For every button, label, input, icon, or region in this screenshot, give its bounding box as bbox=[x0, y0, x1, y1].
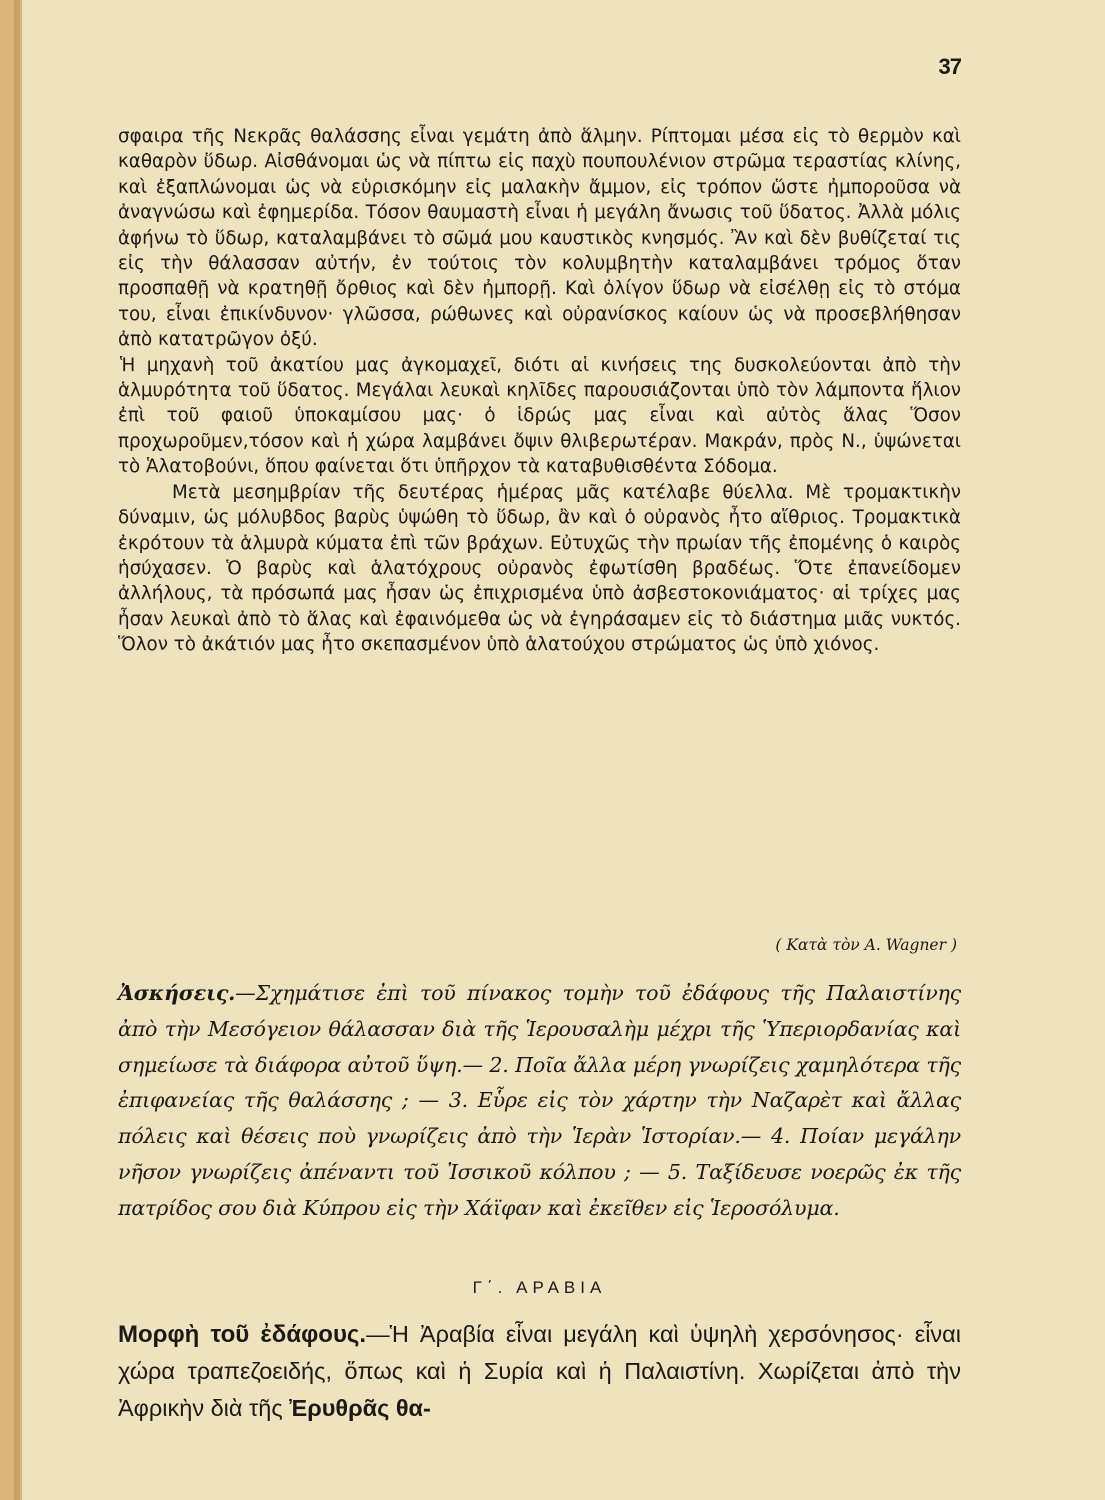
exercises-label: Ἀσκήσεις. bbox=[118, 981, 236, 1005]
paragraph: σφαιρα τῆς Νεκρᾶς θαλάσσης εἶναι γεμάτη ἀπὸ ἅλμην. Ρίπτομαι μέσα εἰς τὸ θερμὸν καὶ καθαρὸν ὕδωρ. Αἰσθάνομαι ὡς νὰ πίπτω εἰς παχὺ πουπουλένιον στρῶμα τεραστίας κλίνης, καὶ ἐξαπλώνομαι ὡς νὰ εὑρισκόμην εἰς μαλακὴν ἄμμον, εἰς τρόπον ὥστε ἠμποροῦσα νὰ ἀναγνώσω καὶ ἐφημερίδα. Τόσον θαυμαστὴ εἶναι ἡ μεγάλη ἄνωσις τοῦ ὕδατος. Ἀλλὰ μόλις ἀφήνω τὸ ὕδωρ, καταλαμβάνει τὸ σῶμά μου καυστικὸς κνησμός. Ἂν καὶ δὲν βυθίζεταί τις εἰς τὴν θάλασσαν αὐτήν, ἐν τούτοις τὸν κολυμβητὴν καταλαμβάνει τρόμος ὅταν προσπαθῇ νὰ κρατηθῇ ὄρθιος καὶ δὲν ἠμπορῇ. Καὶ ὀλίγον ὕδωρ νὰ εἰσέλθῃ εἰς τὸ στόμα του, εἶναι ἐπικίνδυνον· γλῶσσα, ρώθωνες καὶ οὐρανίσκος καίουν ὡς νὰ προσεβλήθησαν ἀπὸ κατατρῶγον ὀξύ. bbox=[118, 126, 961, 351]
section-bold-term: Ἐρυθρᾶς θα- bbox=[289, 1395, 431, 1421]
section-lead: Μορφὴ τοῦ ἐδάφους. bbox=[118, 1321, 367, 1348]
paragraph: Μετὰ μεσημβρίαν τῆς δευτέρας ἡμέρας μᾶς κατέλαβε θύελλα. Μὲ τρομακτικὴν δύναμιν, ὡς μόλυβδος βαρὺς ὑψώθη τὸ ὕδωρ, ἂν καὶ ὁ οὐρανὸς ἦτο αἴθριος. Τρομακτικὰ ἐκρότουν τὰ ἁλμυρὰ κύματα ἐπὶ τῶν βράχων. Εὐτυχῶς τὴν πρωίαν τῆς ἐπομένης ὁ καιρὸς ἡσύχασεν. Ὁ βαρὺς καὶ ἁλατόχρους οὐρανὸς ἐφωτίσθη βραδέως. Ὅτε ἐπανείδομεν ἀλλήλους, τὰ πρόσωπά μας ἦσαν ὡς ἐπιχρισμένα ὑπὸ ἀσβεστοκονιάματος· αἱ τρίχες μας ἦσαν λευκαὶ ἀπὸ τὸ ἅλας καὶ ἐφαινόμεθα ὡς νὰ ἐγηράσαμεν εἰς τὸ διάστημα μιᾶς νυκτός. Ὅλον τὸ ἀκάτιόν μας ἦτο σκεπασμένον ὑπὸ ἁλατούχου στρώματος ὡς ὑπὸ χιόνος. bbox=[118, 481, 961, 656]
section-text bbox=[118, 1316, 961, 1427]
section-body: —Ἡ Ἀραβία εἶναι μεγάλη καὶ ὑψηλὴ χερσόνησος· εἶναι χώρα τραπεζοειδής, ὅπως καὶ ἡ Συρία καὶ ἡ Παλαιστίνη. Χωρίζεται ἀπὸ τὴν Ἀφρικὴν διὰ τῆς bbox=[118, 1321, 961, 1421]
source-credit: ( Κατὰ τὸν Α. Wagner ) bbox=[775, 936, 957, 954]
body-text bbox=[118, 124, 961, 658]
page-number: 37 bbox=[938, 54, 961, 79]
section-heading: Γ΄. ΑΡΑΒΙΑ bbox=[472, 1278, 607, 1297]
exercises-text: —Σχημάτισε ἐπὶ τοῦ πίνακος τομὴν τοῦ ἐδάφους τῆς Παλαιστίνης ἀπὸ τὴν Μεσόγειον θάλασσαν διὰ τῆς Ἱερουσαλὴμ μέχρι τῆς Ὑπεριορδανίας καὶ σημείωσε τὰ διάφορα αὐτοῦ ὕψη.— 2. Ποῖα ἄλλα μέρη γνωρίζεις χαμηλότερα τῆς ἐπιφανείας τῆς θαλάσσης ; — 3. Εὗρε εἰς τὸν χάρτην τὴν Ναζαρὲτ καὶ ἄλλας πόλεις καὶ θέσεις ποὺ γνωρίζεις ἀπὸ τὴν Ἱερὰν Ἱστορίαν.— 4. Ποίαν μεγάλην νῆσον γνωρίζεις ἀπέναντι τοῦ Ἰσσικοῦ κόλπου ; — 5. Ταξίδευσε νοερῶς ἐκ τῆς πατρίδος σου διὰ Κύπρου εἰς τὴν Χάϊφαν καὶ ἐκεῖθεν εἰς Ἱεροσόλυμα. bbox=[118, 981, 961, 1220]
paragraph: Ἡ μηχανὴ τοῦ ἀκατίου μας ἀγκομαχεῖ, διότι αἱ κινήσεις της δυσκολεύονται ἀπὸ τὴν ἁλμυρότητα τοῦ ὕδατος. Μεγάλαι λευκαὶ κηλῖδες παρουσιάζονται ὑπὸ τὸν λάμποντα ἥλιον ἐπὶ τοῦ φαιοῦ ὑποκαμίσου μας· ὁ ἱδρώς μας εἶναι καὶ αὐτὸς ἅλας Ὅσον προχωροῦμεν,τόσον καὶ ἡ χώρα λαμβάνει ὄψιν θλιβερωτέραν. Μακράν, πρὸς Ν., ὑψώνεται τὸ Ἁλατοβούνι, ὅπου φαίνεται ὅτι ὑπῆρχον τὰ καταβυθισθέντα Σόδομα. bbox=[118, 354, 961, 478]
page-edge-shadow bbox=[14, 0, 22, 1500]
exercises bbox=[118, 976, 961, 1227]
